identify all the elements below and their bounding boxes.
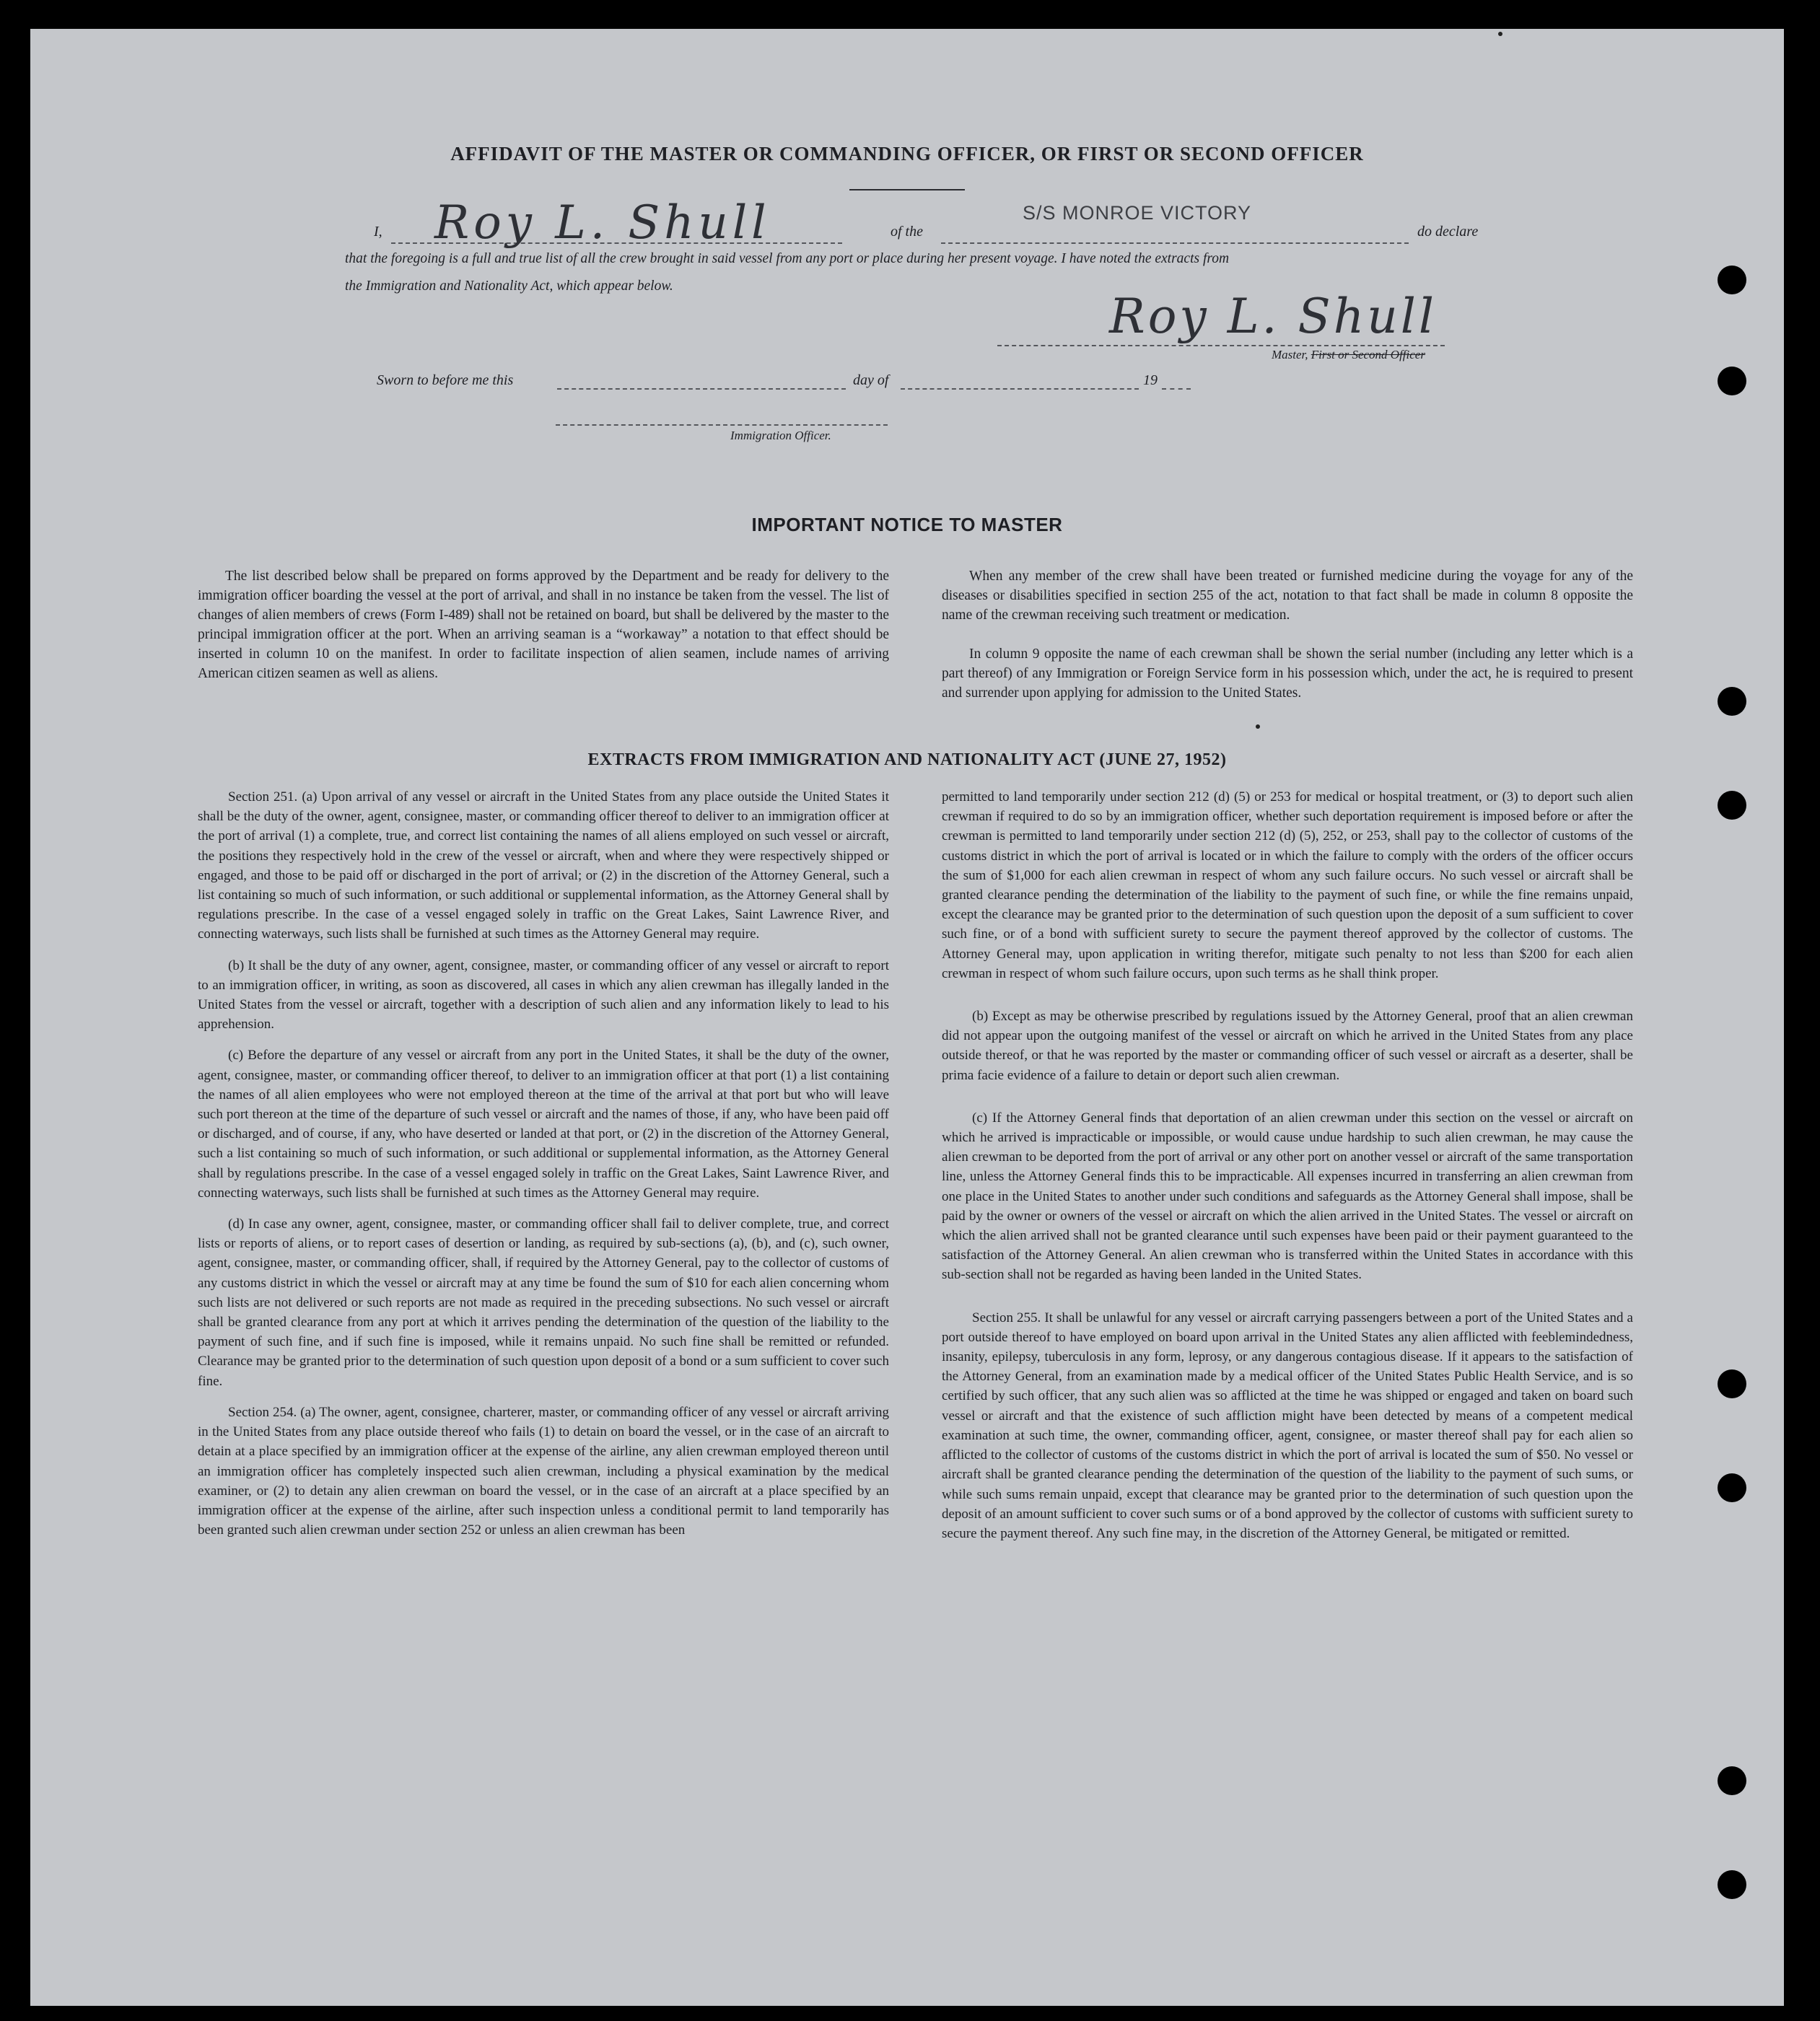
- extracts-left-column: [198, 787, 889, 1551]
- notice-title: IMPORTANT NOTICE TO MASTER: [751, 514, 1063, 535]
- label-of-the: of the: [891, 224, 923, 240]
- punch-hole: [1718, 266, 1746, 294]
- label-year: 19: [1143, 372, 1158, 388]
- caption-master: Master,: [1272, 348, 1308, 361]
- master-signature: Roy L. Shull: [1109, 289, 1437, 344]
- extract-section-254-b: (b) Except as may be otherwise prescribed by regulations issued by the Attorney General, proof that an alien crewman did not appear upon the outgoing manifest of the vessel or aircraft on which he arrived in the United States from any place outside thereof, or that he was reported by the master or commanding officer of such vessel or aircraft as a deserter, shall be prima facie evidence of a failure to detain or deport such alien crewman.: [942, 1009, 1633, 1083]
- extract-section-254-a: Section 254. (a) The owner, agent, consignee, charterer, master, or commanding officer of any vessel or aircraft arriving in the United States from any place outside thereof who fails (1) to detain on board the vessel, or in the case of an aircraft to detain at a place specified by an immigration officer at the expense of the airline, any alien crewman employed thereon until an immigration officer has completely inspected such alien crewman, including a physical examination by the medical examiner, or (2) to detain any alien crewman on board the vessel, or in the case of an aircraft at a place specified by an immigration officer at the expense of the airline, after such inspection unless a conditional permit to land temporarily has been granted such alien crewman under section 252 or unless an alien crewman has been: [198, 1404, 889, 1538]
- extract-section-251-a: Section 251. (a) Upon arrival of any vessel or aircraft in the United States from any place outside the United States it shall be the duty of the owner, agent, consignee, master, or commanding officer thereof to deliver to an immigration officer at the port of arrival (1) a complete, true, and correct list containing the names of all aliens employed on such vessel or aircraft, the positions they respectively hold in the crew of the vessel or aircraft, when and where they were respectively shipped or engaged, and those to be paid off or discharged in the port of arrival; or (2) in the discretion of the Attorney General, such a list containing so much of such information, or such additional or supplemental information, as the Attorney General shall by regulations prescribe. In the case of a vessel engaged solely in traffic on the Great Lakes, Saint Lawrence River, and connecting waterways, such lists shall be furnished at such times as the Attorney General may require.: [198, 789, 889, 942]
- punch-hole: [1718, 791, 1746, 820]
- punch-hole: [1718, 1766, 1746, 1795]
- notice-right-paragraph-2: In column 9 opposite the name of each crewman shall be shown the serial number (including any letter which is a part thereof) of any Immigration or Foreign Service form in his possession which, under the act, he is required to present and surrender upon applying for admission to the United States.: [942, 646, 1633, 701]
- extracts-right-column: [942, 787, 1633, 1555]
- punch-hole: [1718, 1473, 1746, 1502]
- officer-signature-line: [556, 424, 888, 426]
- punch-hole: [1718, 367, 1746, 395]
- notice-right-paragraph-1: When any member of the crew shall have been treated or furnished medicine during the voyage for any of the diseases or disabilities specified in section 255 of the act, notation to that fact shall be made in column 8 opposite the name of the crewman receiving such treatment or medication.: [942, 569, 1633, 623]
- notice-title-wrap: [30, 514, 1784, 536]
- sworn-month-line: [901, 388, 1139, 390]
- label-i: I,: [374, 224, 382, 240]
- punch-hole: [1718, 1369, 1746, 1398]
- affidavit-title: AFFIDAVIT OF THE MASTER OR COMMANDING OFFICER, OR FIRST OR SECOND OFFICER: [450, 143, 1364, 165]
- extract-section-255: Section 255. It shall be unlawful for any vessel or aircraft carrying passengers between a port of the United States and a port outside thereof to have employed on board upon arrival in the United States any alien afflicted with feeblemindedness, insanity, epilepsy, tuberculosis in any form, leprosy, or any dangerous contagious disease. If it appears to the satisfaction of the Attorney General, from an examination made by a medical officer of the United States Public Health Service, and is so certified by such officer, that any such alien was so afflicted at the time he was shipped or engaged and taken on board such vessel or aircraft and that the existence of such affliction might have been detected by means of a competent medical examination at such time, the owner, commanding officer, agent, consignee, or master thereof shall pay for each alien so afflicted to the collector of customs of the customs district in which the port of arrival is located the sum of $50. No vessel or aircraft shall be granted clearance pending the determination of the question of the liability to the payment of such sums, or while such sums remain unpaid, except that clearance may be granted prior to the determination of such question upon the deposit of an amount sufficient to cover such sums or of a bond approved by the collector of customs with sufficient surety to secure the payment thereof. Any such fine may, in the discretion of the Attorney General, be mitigated or remitted.: [942, 1310, 1633, 1541]
- punch-hole: [1718, 1870, 1746, 1899]
- vessel-stamp: S/S MONROE VICTORY: [1023, 202, 1252, 224]
- label-day-of: day of: [853, 372, 889, 388]
- extract-section-254-c: (c) If the Attorney General finds that deportation of an alien crewman under this section on the vessel or aircraft on which he arrived is impracticable or impossible, or would cause undue hardship to such alien crewman, he may cause the alien crewman to be deported from the port of arrival or any other port on another vessel or aircraft of the same transportation line, unless the Attorney General finds this to be impracticable. All expenses incurred in transferring an alien crewman from one place in the United States to another under such conditions and safeguards as the Attorney General shall impose, shall be paid by the owner or owners of the vessel or aircraft on which the alien arrived in the United States. The vessel or aircraft on which the alien arrived shall not be granted clearance until such expenses have been paid or their payment guaranteed to the satisfaction of the Attorney General. An alien crewman who is transferred within the United States in accordance with this sub-section shall not be regarded as having been landed in the United States.: [942, 1110, 1633, 1283]
- label-sworn: Sworn to before me this: [377, 372, 514, 388]
- extract-section-254-a-cont: permitted to land temporarily under section 212 (d) (5) or 253 for medical or hospital treatment, or (3) to deport such alien crewman if required to do so by an immigration officer, whether such deportation requirement is imposed before or after the crewman is permitted to land temporarily under section 212 (d) (5), 252, or 253, shall pay to the collector of customs of the customs district in which the port of arrival is located or in which the failure to comply with the orders of the officer occurs the sum of $1,000 for each alien crewman in respect of whom any such failure occurs. No such vessel or aircraft shall be granted clearance pending the determination of the liability to the payment of such fine, or while the fine remains unpaid, except the clearance may be granted prior to the determination of such question upon the deposit of a sum sufficient to cover such fine, or of a bond with sufficient surety to secure the payment thereof approved by the collector of customs. The Attorney General may, upon application in writing therefor, mitigate such penalty to not less than $200 for each alien crewman in respect of whom such failure occurs, upon such terms as he shall think proper.: [942, 789, 1633, 981]
- notice-left-paragraph: The list described below shall be prepared on forms approved by the Department and be ready for delivery to the immigration officer boarding the vessel at the port of arrival, and shall in no instance be taken from the vessel. The list of changes of alien members of crews (Form I-489) shall not be retained on board, but shall be delivered by the master to the principal immigration officer at the port. When an arriving seaman is a “workaway” a notation to that effect should be inserted in column 10 on the manifest. In order to facilitate inspection of alien seamen, include names of arriving American citizen seamen as well as aliens.: [198, 569, 889, 681]
- declaration-line-1: that the foregoing is a full and true list of all the crew brought in said vessel from any port or place during her present voyage. I have noted the extracts from: [345, 251, 1230, 266]
- signature-line: [997, 345, 1445, 346]
- extract-section-251-b: (b) It shall be the duty of any owner, agent, consignee, master, or commanding officer of any vessel or aircraft to report to an immigration officer, in writing, as soon as discovered, all cases in which any alien crewman has illegally landed in the United States from the vessel or aircraft, together with a description of such alien and any information likely to lead to his apprehension.: [198, 957, 889, 1033]
- extracts-title: EXTRACTS FROM IMMIGRATION AND NATIONALITY ACT (JUNE 27, 1952): [587, 750, 1227, 769]
- signature-caption: [1272, 348, 1425, 362]
- extract-section-251-d: (d) In case any owner, agent, consignee, master, or commanding officer shall fail to deliver complete, true, and correct lists or reports of aliens, or to report cases of desertion or landing, as required by sub-sections (a), (b), and (c), such owner, agent, consignee, master, or commanding officer, shall, if required by the Attorney General, pay to the collector of customs of any customs district in which the vessel or aircraft may at any time be found the sum of $10 for each alien concerning whom such lists are not delivered or such reports are not made as required in the preceding subsections. No such vessel or aircraft shall be granted clearance from any port at which it arrives pending the determination of the question of the liability to the payment of such fine, and if such fine is imposed, while it remains unpaid. No such fine shall be remitted or refunded. Clearance may be granted prior to the determination of such question upon deposit of a bond or a sum sufficient to cover such fine.: [198, 1216, 889, 1389]
- caption-struck: First or Second Officer: [1311, 348, 1425, 361]
- vessel-line: [941, 242, 1409, 244]
- extract-section-251-c: (c) Before the departure of any vessel or aircraft from any port in the United States, it shall be the duty of the owner, agent, consignee, master, or commanding officer thereof, to deliver to an immigration officer at that port (1) a list containing the names of all alien employees who were not employed thereon at the time of the arrival at that port but who will leave such port thereon at the time of the departure of such vessel or aircraft and the names of those, if any, who have been paid off or discharged, and of course, if any, who have deserted or landed at that port, or (2) in the discretion of the Attorney General, such a list containing so much of such information, or such additional or supplemental information, as the Attorney General shall by regulations prescribe. In the case of a vessel engaged solely in traffic on the Great Lakes, Saint Lawrence River, and connecting waterways, such lists shall be furnished at such times as the Attorney General may require.: [198, 1048, 889, 1201]
- affidavit-title-wrap: [30, 143, 1784, 165]
- ink-speck: [1498, 32, 1502, 36]
- punch-hole: [1718, 687, 1746, 716]
- handwritten-name: Roy L. Shull: [434, 196, 771, 250]
- officer-caption: Immigration Officer.: [730, 429, 831, 442]
- label-do-declare: do declare: [1417, 224, 1479, 240]
- ink-speck: [1256, 724, 1260, 729]
- declaration-line-2: the Immigration and Nationality Act, which appear below.: [345, 279, 673, 294]
- sworn-year-line: [1162, 388, 1191, 390]
- document-page: [30, 29, 1784, 2006]
- extracts-title-wrap: [30, 750, 1784, 770]
- title-divider: [849, 189, 965, 190]
- sworn-date-line: [557, 388, 846, 390]
